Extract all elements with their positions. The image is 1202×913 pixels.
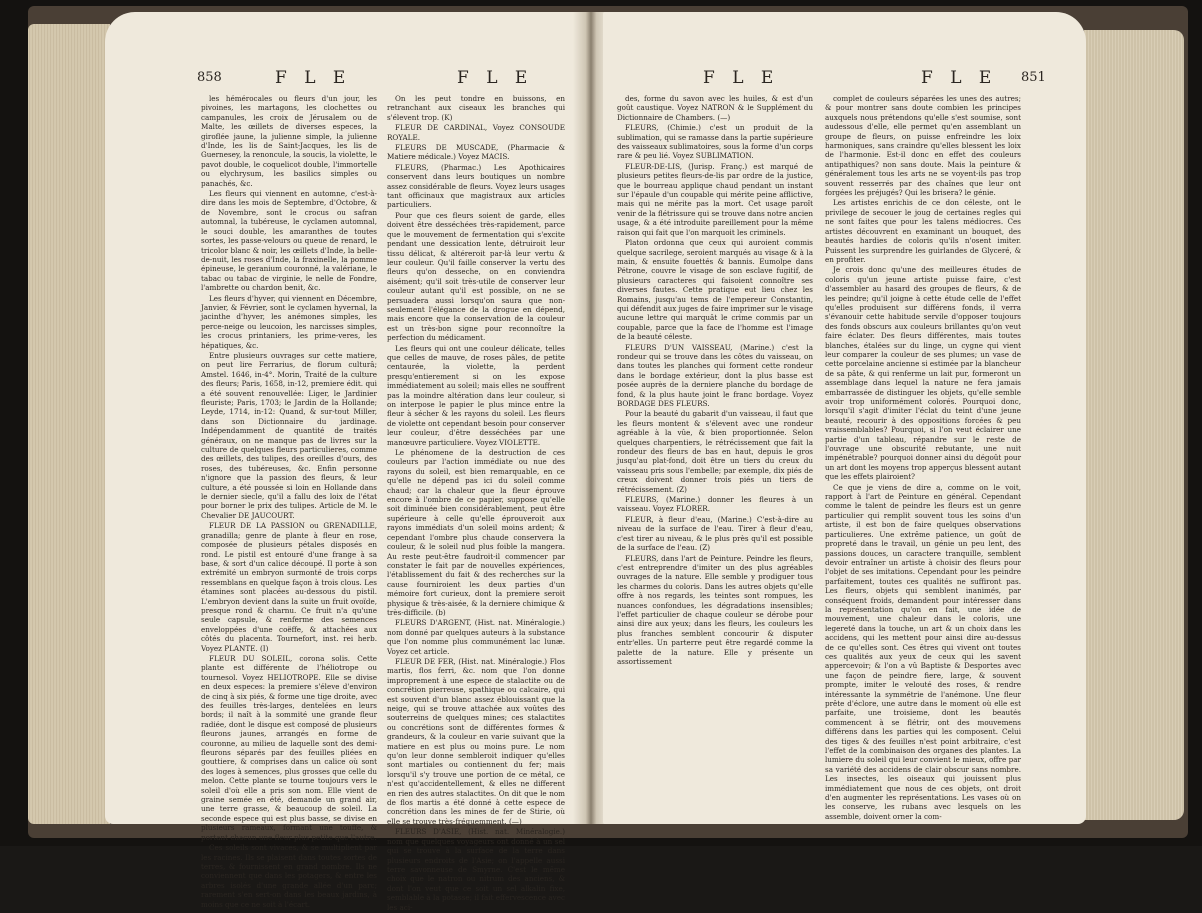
left-header-title: F L E — [275, 68, 352, 88]
left-page-number: 858 — [197, 70, 222, 85]
paragraph: FLEUR DE CARDINAL, Voyez CONSOUDE ROYALE. — [387, 123, 565, 142]
right-page-edges — [1084, 30, 1184, 820]
right-column-1 — [617, 94, 813, 667]
left-page — [105, 12, 577, 912]
right-column-2 — [825, 94, 1021, 822]
paragraph: Le phénomene de la destruction de ces couleurs par l'action immédiate ou nue des rayons du soleil, est bien remarquable, en ce qu'elle ne dépend pas ici du soleil comme chaud; car la chaleur que la fleur éprouve encore à l'ombre de ce papier, suppose qu'elle soit diminuée bien considérablement, peut être supérieure à celle qu'elle éprouveroit aux rayons immédiats d'un soleil moins ardent; & cependant l'ombre plus chaude conservera la couleur, & le soleil nud plus foible la mangera. Au reste peut-être faudroit-il commencer par constater le fait par de nouvelles expériences, l'établissement du fait & des recherches sur la cause fourniroient les deux parties d'un mémoire fort curieux, dont la premiere seroit physique & très-aisée, & la derniere chimique & très-difficile. (b) — [387, 448, 565, 617]
paragraph: FLEURS DE MUSCADE, (Pharmacie & Matiere médicale.) Voyez MACIS. — [387, 143, 565, 162]
paragraph: Pour que ces fleurs soient de garde, elles doivent être desséchées très-rapidement, parce que le mouvement de fermentation qui s'excite pendant une dessication lente, détruiroit leur tissu délicat, & altéreroit par-là leur vertu & leur couleur. Qu'il faille conserver la vertu des fleurs qu'on desseche, on en conviendra aisément; qu'il soit très-utile de conserver leur couleur autant qu'il est possible, on ne se persuadera aussi lorsqu'on saura que non-seulement l'élégance de la drogue en dépend, mais encore que la conservation de la couleur est un très-bon signe pour reconnoître la perfection du médicament. — [387, 210, 565, 343]
paragraph: Les fleurs qui ont une couleur délicate, telles que celles de mauve, de roses pâles, de petite centaurée, la violette, la perdent presqu'entierement si on les expose immédiatement au soleil; mais elles ne souffrent pas la moindre altération dans leur couleur, si on interpose le papier le plus mince entre la fleur à sécher & les rayons du soleil. Les fleurs de violette ont cependant besoin pour conserver leur couleur, d'être desséchées par une manœuvre particuliere. Voyez VIOLETTE. — [387, 343, 565, 447]
paragraph: Les fleurs d'hyver, qui viennent en Décembre, Janvier, & Février, sont le cyclamen hyvernal, la jacinthe d'hyver, les anémones simples, les perce-neige ou leucoion, les narcisses simples, les crocus printaniers, les prime-veres, les hépatiques, &c. — [201, 293, 377, 350]
paragraph: FLEUR, à fleur d'eau, (Marine.) C'est-à-dire au niveau de la surface de l'eau. Tirer à fleur d'eau, c'est tirer au niveau, & le plus près qu'il est possible de la surface de l'eau. (Z) — [617, 514, 813, 553]
paragraph: FLEURS D'UN VAISSEAU, (Marine.) c'est la rondeur qui se trouve dans les côtes du vaisseau, on dans toutes les planches qui forment cette rondeur dans le bordage extérieur, dont la plus basse est posée auprès de la derniere planche du bordage de fond, & la plus haute joint le franc bordage. Voyez BORDAGE DES FLEURS. — [617, 342, 813, 408]
paragraph: Je crois donc qu'une des meilleures études de coloris qu'un jeune artiste puisse faire, c'est d'assembler au hasard des groupes de fleurs, & de les peindre; qu'il joigne à cette étude celle de l'effet qu'elles produisent sur différens fonds, il verra s'évanouir cette habitude servile d'opposer toujours des fonds obscurs aux couleurs brillantes qu'on veut faire éclater. Des fleurs différentes, mais toutes blanches, étalées sur du linge, un cygne qui vient leur comparer la couleur de ses plumes; un vase de cette porcelaine ancienne si estimée par la blancheur de sa pâte, & qui renferme un lait pur, formeront un assemblage dans lequel la nature ne fera jamais embarrassée de distinguer les objets, qu'elle semble avoir trop uniformément colorés. Pourquoi donc, lorsqu'il s'agit d'imiter l'éclat du teint d'une jeune beauté, recourir à des oppositions forcées & peu vraissemblables? Pourquoi, si l'on veut éclairer une partie d'un tableau, répandre sur le reste de l'ouvrage une obscurité rebutante, une nuit impénétrable? pourquoi donner ainsi du dégoût pour un art dont les moyens trop apperçus blessent autant que les effets plairoient? — [825, 265, 1021, 482]
paragraph: FLEUR DE LA PASSION ou GRENADILLE, granadilla; genre de plante à fleur en rose, composée de plusieurs pétales disposés en rond. Le pistil est entouré d'une frange à sa base, & sort d'un calice découpé. Il porte à son extrémité un embryon surmonté de trois corps ressemblans en quelque façon à trois clous. Les étamines sont placées au-dessous du pistil. L'embryon devient dans la suite un fruit ovoïde, presque rond & charnu. Ce fruit n'a qu'une seule capsule, & renferme des semences enveloppées d'une coëffe, & attachées aux côtés du placenta. Tournefort, inst. rei herb. Voyez PLANTE. (I) — [201, 521, 377, 653]
left-page-edges — [28, 24, 110, 824]
paragraph: Les artistes enrichis de ce don céleste, ont le privilege de secouer le joug de certaines regles qui ne sont faites que pour les talens médiocres. Ces artistes découvrent en examinant un bouquet, des beautés hardies de coloris qu'ils n'osent imiter. Puissent les surprendre les guirlandes de Glyceré, & en profiter. — [825, 198, 1021, 264]
paragraph: On les peut tondre en buissons, en retranchant aux ciseaux les branches qui s'élevent trop. (K) — [387, 94, 565, 122]
paragraph: des, forme du savon avec les huiles, & est d'un goût caustique. Voyez NATRON & le Supplément du Dictionnaire de Chambers. (—) — [617, 94, 813, 122]
paragraph: FLEUR DU SOLEIL, corona solis. Cette plante est différente de l'héliotrope ou tournesol. Voyez HELIOTROPE. Elle se divise en deux especes: la premiere s'éleve d'environ de cinq à six piés, & forme une tige droite, avec des feuilles très-larges, dentelées en leurs bords; il naît à la sommité une grande fleur radiée, dont le disque est composé de plusieurs fleurons jaunes, arrangés en forme de couronne, au milieu de laquelle sont des demi-fleurons séparés par des feuilles pliées en gouttiere, & comprises dans un calice où sont des loges à semences, plus grosses que celle du melon. Cette plante se tourne toujours vers le soleil d'où elle a pris son nom. Elle vient de graine semée en été, demande un grand air, une terre grasse, & beaucoup de soleil. La seconde espece qui est plus basse, se divise en plusieurs rameaux, formant une touffe, & portant chacun une fleur plus petite que l'autre. — [201, 653, 377, 842]
paragraph: Pour la beauté du gabarit d'un vaisseau, il faut que les fleurs montent & s'élevent avec une rondeur agréable à la vûe, & bien proportionnée. Selon quelques charpentiers, le rétrécissement que fait la rondeur des fleurs de bas en haut, depuis le gros jusqu'au plat-fond, doit être un tiers du creux du vaisseau pris sous l'embelle; par exemple, dix piés de creux doivent donner trois piés un tiers de rétrécissement. (Z) — [617, 409, 813, 494]
paragraph: FLEURS, (Marine.) donner les fleures à un vaisseau. Voyez FLORER. — [617, 495, 813, 514]
right-page-number: 851 — [1021, 70, 1046, 85]
paragraph: FLEURS, (Pharmac.) Les Apothicaires conservent dans leurs boutiques un nombre assez considérable de fleurs. Voyez leurs usages tant officinaux que magistraux aux articles particuliers. — [387, 162, 565, 210]
paragraph: Ce que je viens de dire a, comme on le voit, rapport à l'art de Peinture en général. Cependant comme le talent de peindre les fleurs est un genre particulier qui remplit souvent tous les soins d'un artiste, il est bon de faire quelques observations particulieres. Une extrême patience, un goût de propreté dans le travail, un génie un peu lent, des passions douces, un caractere tranquille, semblent devoir entraîner un artiste à choisir des fleurs pour l'objet de ses imitations. Cependant pour les peindre parfaitement, toutes ces qualités ne suffiront pas. Les fleurs, objets qui semblent inanimés, par conséquent froids, demandent pour intéresser dans la représentation qu'on en fait, une idée de mouvement, une chaleur dans le coloris, une legereté dans la touche, un art & un choix dans les accidens, qui les mettent pour ainsi dire au-dessus de ce qu'elles sont. Ces êtres qui vivent ont toutes ces qualités aux yeux de ceux qui les savent appercevoir; & l'on a vû Baptiste & Desportes avec une façon de peindre fiere, large, & souvent prompte, imiter le velouté des roses, & rendre intéressante la symmétrie de l'anémone. Une fleur prête d'éclore, une autre dans le moment où elle est parfaite, une troisieme, dont les beautés commencent à se flétrir, ont des mouvemens différens dans les parties qui les composent. Celui des tiges & des feuilles n'est point arbitraire, c'est l'effet de la combinaison des organes des plantes. La lumiere du soleil qui leur convient le mieux, offre par sa variété des accidens de clair obscur sans nombre. Les insectes, les oiseaux qui jouissent plus immédiatement que nous de ces objets, ont droit d'en augmenter les représentations. Les vases où on les conserve, les rubans avec lesquels on les assemble, doivent orner la com- — [825, 482, 1021, 821]
right-header-title: F L E — [703, 68, 780, 88]
paragraph: FLEUR DE FER, (Hist. nat. Minéralogie.) Flos martis, flos ferri, &c. nom que l'on donne improprement à une espece de stalactite ou de concrétion pierreuse, spathique ou calcaire, qui est souvent d'un blanc assez éblouissant que la neige, qui se trouve attachée aux voûtes des souterreins de quelques mines; ces stalactites ou concrétions sont de différentes formes & grandeurs, & la couleur en varie suivant que la matiere en est plus ou moins pure. Le nom qu'on leur donne sembleroit indiquer qu'elles sont martiales ou contiennent du fer; mais lorsqu'il s'y trouve une portion de ce métal, ce n'est qu'accidentellement, & elles ne different en rien des autres stalactites. On dit que le nom de flos martis a été donné à cette espece de concrétion dans les mines de fer de Stirie, où elle se trouve très-fréquemment. (—) — [387, 656, 565, 826]
left-column-2 — [387, 94, 565, 913]
paragraph: Ces soleils sont vivaces, & se multiplient par les racines. Ils se plaisent dans toutes sortes de terres, & fournissent en grand nombre. Ils ne conviennent que dans les potagers, & entre les arbres isolés d'une grande allée d'un parc; rarement s'en sert-on dans les beaux jardins, à moins que ce ne soit à l'écart. — [201, 843, 377, 909]
paragraph: complet de couleurs séparées les unes des autres; & pour montrer sans doute combien les principes auxquels nous prétendons qu'elle s'est soumise, sont audessous d'elle, elle permet qu'en assemblant un groupe de fleurs, on puisse enfreindre les loix harmoniques, sans craindre qu'elles blessent les loix de l'harmonie. Est-il donc en effet des couleurs antipathiques? non sans doute. Mais la peinture & généralement tous les arts ne se voyent-ils pas trop souvent resserrés par des chaînes que leur ont forgées les préjugés? Qui les brisera? le génie. — [825, 94, 1021, 198]
paragraph: Platon ordonna que ceux qui auroient commis quelque sacrilege, seroient marqués au visage & à la main, & ensuite fouettés & bannis. Eumolpe dans Pétrone, couvre le visage de son esclave fugitif, de plusieurs caracteres qui faisoient connoître ses diverses fautes. Cette pratique eut lieu chez les Romains, jusqu'au tems de l'empereur Constantin, qui défendit aux juges de faire imprimer sur le visage aucune lettre qui marquât le crime commis par un coupable, parce que la face de l'homme est l'image de la beauté céleste. — [617, 238, 813, 342]
right-page-header — [603, 68, 1086, 92]
left-page-header — [105, 68, 577, 92]
paragraph: FLEURS, (Chimie.) c'est un produit de la sublimation, qui se ramasse dans la partie supérieure des vaisseaux sublimatoires, sous la forme d'un corps rare & peu lié. Voyez SUBLIMATION. — [617, 123, 813, 161]
left-column-1 — [201, 94, 377, 910]
paragraph: FLEURS D'ARGENT, (Hist. nat. Minéralogie.) nom donné par quelques auteurs à la substance que l'on nomme plus communément lac lunæ. Voyez cet article. — [387, 618, 565, 656]
right-page — [603, 12, 1086, 824]
paragraph: Entre plusieurs ouvrages sur cette matiere, on peut lire Ferrarius, de florum culturâ; Amstel. 1646, in-4°. Morin, Traité de la culture des fleurs; Paris, 1658, in-12, premiere édit. qui a été souvent renouvellée: Liger, le Jardinier fleuriste; Paris, 1703; le Jardin de la Hollande; Leyde, 1714, in-12: Quand, & sur-tout Miller, dans son Dictionnaire du jardinage. Indépendamment de quantité de traités généraux, on ne manque pas de livres sur la culture de quelques fleurs particulieres, comme des œillets, des tulipes, des oreilles d'ours, des roses, des tubéreuses, &c. Enfin personne n'ignore que la passion des fleurs, & leur culture, a été poussée si loin en Hollande dans le dernier siecle, qu'il a fallu des loix de l'état pour borner le prix des tulipes. Article de M. le Chevalier DE JAUCOURT. — [201, 350, 377, 520]
paragraph: Les fleurs qui viennent en automne, c'est-à-dire dans les mois de Septembre, d'Octobre, & de Novembre, sont le crocus ou safran automnal, la tubéreuse, le cyclamen automnal, le souci double, les amaranthes de toutes sortes, les passe-velours ou queue de renard, le tricolor blanc & noir, les œillets d'Inde, la belle-de-nuit, les roses d'Inde, la fraxinelle, la pomme épineuse, le geranium couronné, la valériane, le tabac ou tabac de virginie, le nelle de Fondre, l'ambrette ou chardon benit, &c. — [201, 189, 377, 293]
left-header-title-2: F L E — [457, 68, 534, 88]
paragraph: FLEURS D'ASIE, (Hist. nat. Minéralogie.) nom que quelques voyageurs ont donné à un sel qui se trouve à la surface de la terre dans plusieurs endroits de l'Asie; on l'appelle aussi terre savonneuse de Smyrne. C'est le même choix que le natron ou nitrum des anciens, & dont l'on veut que ce soit un sel alkalin fixe, semblable à la potasse; il fait effervescence avec les aci- — [387, 827, 565, 912]
paragraph: les hémérocales ou fleurs d'un jour, les pivoines, les martagons, les clochettes ou campanules, les croix de Jérusalem ou de Malte, les œillets de diverses especes, la giroflée jaune, la julienne simple, la julienne d'Inde, les lis de Saint-Jacques, les lis de Guernesey, la renoncule, la soucis, la violette, le pavot double, le coquelicot double, l'immortelle ou elychrysum, les basilics simples ou panachés, &c. — [201, 94, 377, 188]
right-header-title-2: F L E — [921, 68, 998, 88]
paragraph: FLEURS, dans l'art de Peinture. Peindre les fleurs, c'est entreprendre d'imiter un des plus agréables ouvrages de la nature. Elle semble y prodiguer tous les charmes du coloris. Dans les autres objets qu'elle offre à nos regards, les teintes sont rompues, les nuances confondues, les dégradations insensibles; l'effet particulier de chaque couleur se dérobe pour ainsi dire aux yeux; dans les fleurs, les couleurs les plus franches semblent concourir & disputer entr'elles. Un parterre peut être regardé comme la palette de la nature. Elle y présente un assortissement — [617, 553, 813, 666]
paragraph: FLEUR-DE-LIS, (Jurisp. Franç.) est marqué de plusieurs petites fleurs-de-lis par ordre de la justice, que le bourreau applique chaud pendant un instant sur l'épaule d'un coupable qui mérite peine afflictive, mais qui ne mérite pas la mort. Cet usage paroît venir de la flétrissure qui se trouve dans notre ancien usage, & a été introduite pareillement pour la même raison qui fait que l'on marquoit les criminels. — [617, 161, 813, 237]
